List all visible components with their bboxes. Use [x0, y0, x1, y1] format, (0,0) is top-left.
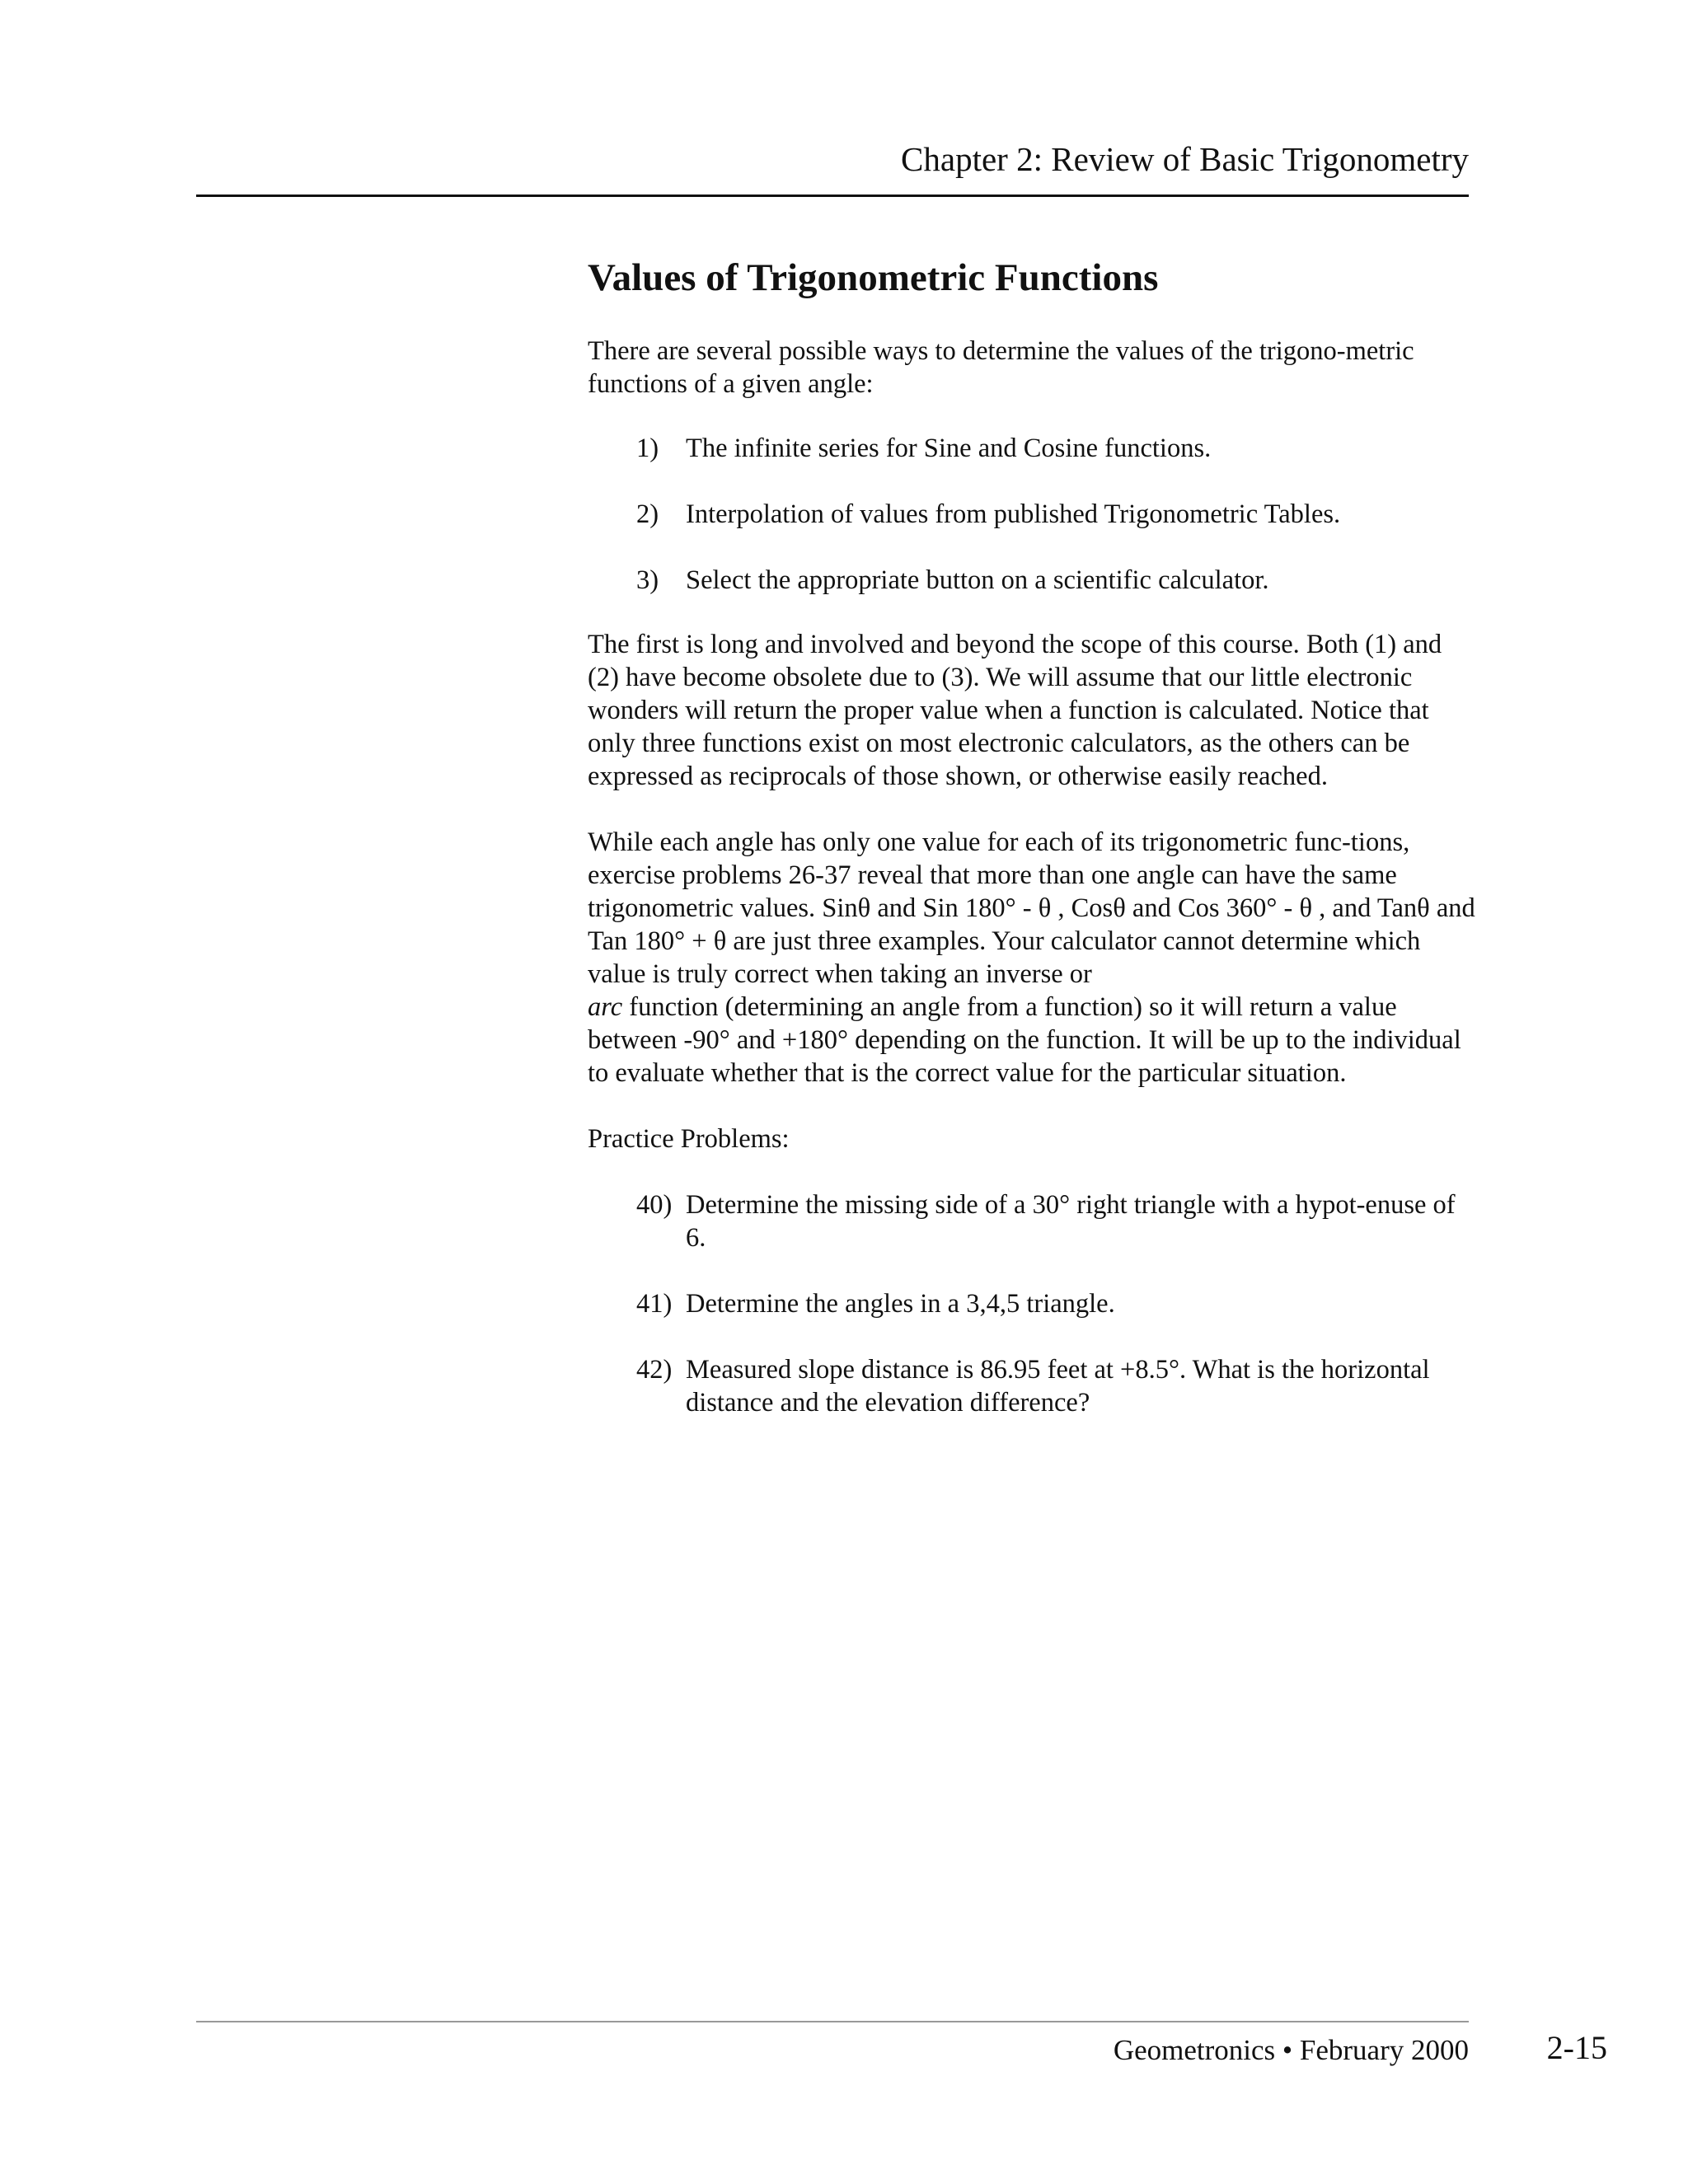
running-header: Chapter 2: Review of Basic Trigonometry — [901, 140, 1469, 178]
arc-term: arc — [588, 992, 623, 1022]
practice-problems-list — [588, 1188, 1478, 1419]
problem-text: Determine the angles in a 3,4,5 triangle. — [686, 1289, 1115, 1319]
problem-number: 42) — [636, 1355, 673, 1385]
problem-text: Determine the missing side of a 30° right triangle with a hypot-enuse of 6. — [686, 1190, 1456, 1253]
methods-list — [588, 432, 1478, 597]
body-paragraph-1: The first is long and involved and beyond the scope of this course. Both (1) and (2) have become obsolete due to (3). We will assume that our little electronic wonders will return the proper value when a function is calculated. Notice that only three functions exist on most electronic calculators, as the others can be expressed as reciprocals of those shown, or otherwise easily reached. — [588, 630, 1442, 791]
problem-number: 41) — [636, 1289, 673, 1319]
list-item — [588, 432, 1478, 465]
list-item — [588, 564, 1478, 597]
body-paragraph-2 — [588, 826, 1478, 1090]
page-content — [588, 252, 1478, 1419]
header-rule — [196, 194, 1469, 197]
section-title: Values of Trigonometric Functions — [588, 256, 1159, 299]
footer-publication: Geometronics • February 2000 — [1113, 2034, 1469, 2066]
list-item-text: Interpolation of values from published Trigonometric Tables. — [686, 499, 1341, 529]
page-number: 2-15 — [1546, 2029, 1607, 2066]
list-item — [588, 1188, 1478, 1254]
list-item-number: 1) — [636, 434, 659, 463]
practice-label: Practice Problems: — [588, 1124, 790, 1154]
intro-paragraph: There are several possible ways to determine the values of the trigono-metric functions of a given angle: — [588, 336, 1414, 399]
footer-rule — [196, 2021, 1469, 2022]
paragraph-text: While each angle has only one value for each of its trigonometric func-tions, exercise problems 26-37 reveal that more than one angle can have the same trigonometric values. Sinθ and Sin 180° - θ , Cosθ and Cos 360° - θ , and Tanθ and Tan 180° + θ are just three examples. Your calculator cannot determine which value is truly correct when taking an inverse or — [588, 827, 1475, 989]
list-item-text: The infinite series for Sine and Cosine functions. — [686, 434, 1212, 463]
list-item-number: 2) — [636, 499, 659, 529]
list-item-text: Select the appropriate button on a scientific calculator. — [686, 565, 1269, 595]
list-item — [588, 1353, 1478, 1419]
paragraph-text: function (determining an angle from a function) so it will return a value between -90° and +180° depending on the function. It will be up to the individual to evaluate whether that is the correct value for the particular situation. — [588, 992, 1461, 1088]
list-item-number: 3) — [636, 565, 659, 595]
list-item — [588, 498, 1478, 531]
list-item — [588, 1287, 1478, 1320]
problem-number: 40) — [636, 1190, 673, 1220]
problem-text: Measured slope distance is 86.95 feet at +8.5°. What is the horizontal distance and the elevation difference? — [686, 1355, 1430, 1418]
